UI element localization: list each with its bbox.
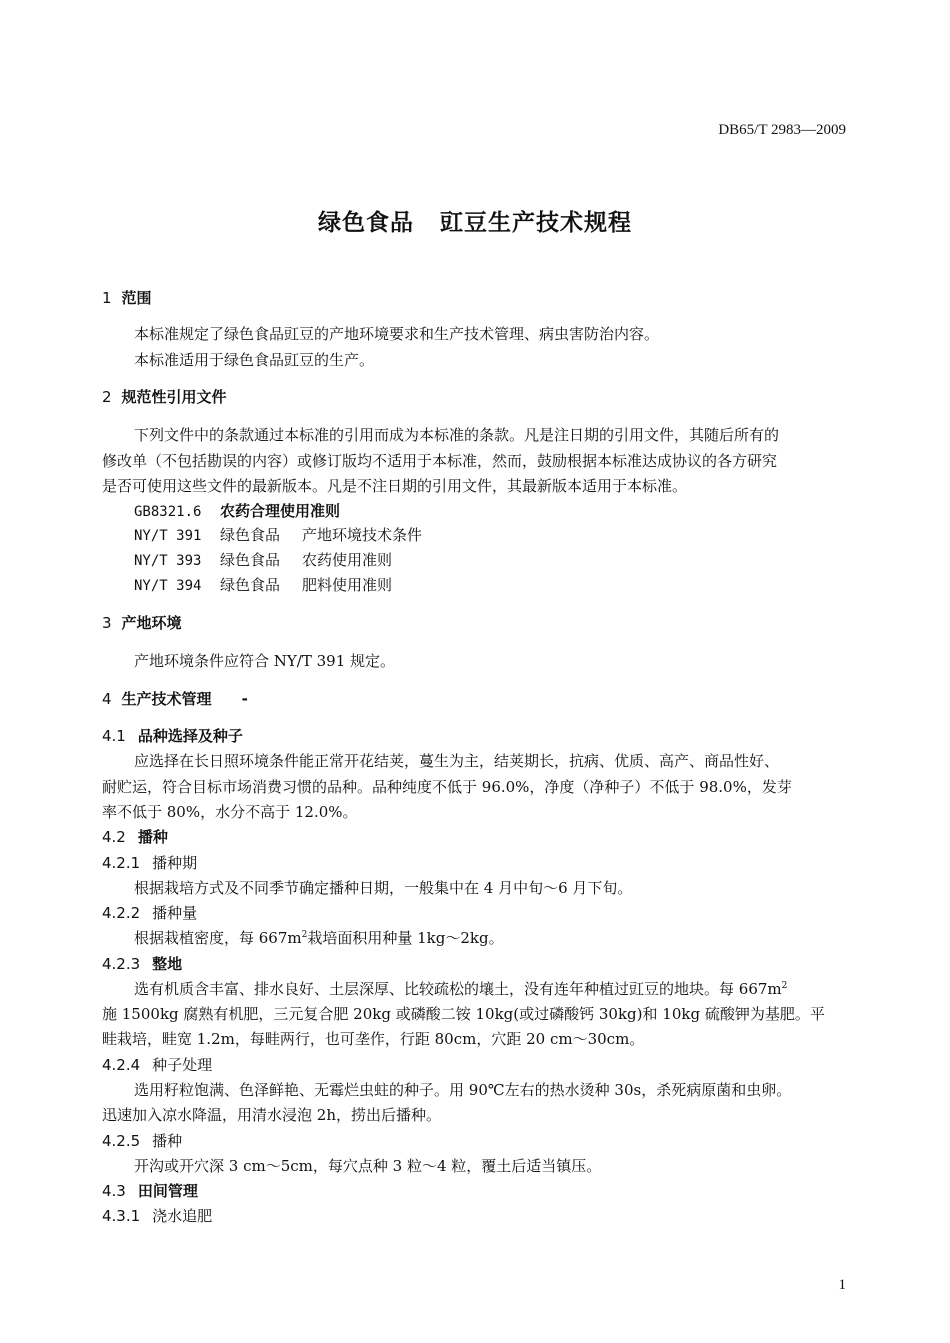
paragraph-line: 耐贮运，符合目标市场消费习惯的品种。品种纯度不低于 96.0%，净度（净种子）不低于 98.0%，发芽 [102,778,792,796]
paragraph-line: 应选择在长日照环境条件能正常开花结荚，蔓生为主，结荚期长，抗病、优质、高产、商品性好、 [134,752,780,770]
subsection-4-2-1-heading [102,852,197,873]
subsection-title: 播种量 [152,904,198,922]
subsection-number: 4.2 [102,828,126,846]
subsection-title: 播种期 [152,854,198,872]
section-2-heading [102,386,227,407]
subsection-title: 品种选择及种子 [137,727,243,745]
text-run: 选有机质含丰富、排水良好、土层深厚、比较疏松的壤土，没有连年种植过豇豆的地块。每 667m [134,980,782,998]
paragraph [134,927,504,948]
reference-title: 农药合理使用准则 [220,502,341,520]
reference-code: GB8321.6 [134,504,202,520]
section-number: 2 [102,388,112,406]
subsection-title: 种子处理 [152,1056,213,1074]
reference-code: NY/T 393 [134,553,202,569]
subsection-title: 播种 [152,1132,183,1150]
document-title [0,204,950,237]
paragraph-line: 率不低于 80%，水分不高于 12.0%。 [102,803,358,821]
reference-title: 产地环境技术条件 [302,526,423,544]
paragraph-line [134,978,787,999]
subsection-number: 4.3.1 [102,1207,141,1225]
subsection-title: 播种 [137,828,168,846]
subsection-number: 4.2.1 [102,854,141,872]
text-run: 根据栽植密度，每 667m [134,929,302,947]
section-title: 生产技术管理 [121,690,212,708]
section-number: 1 [102,289,112,307]
paragraph-line: 迅速加入凉水降温，用清水浸泡 2h，捞出后播种。 [102,1106,441,1124]
reference-series: 绿色食品 [220,576,281,594]
subsection-4-2-heading [102,826,168,847]
paragraph: 开沟或开穴深 3 cm～5cm，每穴点种 3 粒～4 粒，覆土后适当镇压。 [134,1157,602,1175]
subsection-number: 4.2.4 [102,1056,141,1074]
subsection-4-3-1-heading [102,1205,212,1226]
subsection-number: 4.3 [102,1182,126,1200]
paragraph: 产地环境条件应符合 NY/T 391 规定。 [134,652,396,670]
subsection-number: 4.2.2 [102,904,141,922]
section-number: 3 [102,614,112,632]
subsection-number: 4.1 [102,727,126,745]
paragraph-line: 选用籽粒饱满、色泽鲜艳、无霉烂虫蛀的种子。用 90℃左右的热水烫种 30s，杀死病原菌和虫卵。 [134,1081,792,1099]
subsection-4-2-4-heading [102,1054,212,1075]
stray-mark: - [241,690,248,708]
subsection-title: 浇水追肥 [152,1207,213,1225]
superscript: 2 [301,930,308,940]
section-4-heading [102,688,248,709]
subsection-number: 4.2.5 [102,1132,141,1150]
paragraph-line: 下列文件中的条款通过本标准的引用而成为本标准的条款。凡是注日期的引用文件，其随后所有的 [134,426,780,444]
paragraph-line: 施 1500kg 腐熟有机肥，三元复合肥 20kg 或磷酸二铵 10kg(或过磷酸钙 30kg)和 10kg 硫酸钾为基肥。平 [102,1005,825,1023]
reference-code: NY/T 394 [134,578,202,594]
paragraph: 本标准规定了绿色食品豇豆的产地环境要求和生产技术管理、病虫害防治内容。 [134,325,660,343]
subsection-4-2-2-heading [102,902,197,923]
section-title: 规范性引用文件 [121,388,227,406]
superscript: 2 [781,981,788,991]
section-3-heading [102,612,182,633]
reference-title: 农药使用准则 [302,551,393,569]
paragraph: 根据栽培方式及不同季节确定播种日期，一般集中在 4 月中旬～6 月下旬。 [134,879,633,897]
paragraph: 本标准适用于绿色食品豇豆的生产。 [134,351,375,369]
subsection-4-3-heading [102,1180,198,1201]
reference-series: 绿色食品 [220,526,281,544]
standard-code: DB65/T 2983—2009 [718,122,846,138]
section-title: 产地环境 [121,614,182,632]
subsection-number: 4.2.3 [102,955,141,973]
reference-code: NY/T 391 [134,528,202,544]
reference-item [134,524,422,545]
subsection-title: 田间管理 [137,1182,198,1200]
reference-title: 肥料使用准则 [302,576,393,594]
title-part1: 绿色食品 [318,210,414,236]
paragraph-line: 是否可使用这些文件的最新版本。凡是不注日期的引用文件，其最新版本适用于本标准。 [102,477,688,495]
title-part2: 豇豆生产技术规程 [440,210,632,236]
section-1-heading [102,287,152,308]
reference-item [134,500,340,521]
reference-item [134,549,392,570]
reference-series: 绿色食品 [220,551,281,569]
paragraph-line: 畦栽培，畦宽 1.2m，每畦两行，也可垄作，行距 80cm，穴距 20 cm～30cm。 [102,1030,645,1048]
subsection-4-2-5-heading [102,1130,182,1151]
paragraph-line: 修改单（不包括勘误的内容）或修订版均不适用于本标准，然而，鼓励根据本标准达成协议的各方研究 [102,452,778,470]
subsection-4-1-heading [102,725,243,746]
subsection-title: 整地 [152,955,183,973]
subsection-4-2-3-heading [102,953,182,974]
text-run: 栽培面积用种量 1kg～2kg。 [307,929,504,947]
section-title: 范围 [121,289,152,307]
section-number: 4 [102,690,112,708]
page-number: 1 [838,1277,846,1293]
reference-item [134,574,392,595]
